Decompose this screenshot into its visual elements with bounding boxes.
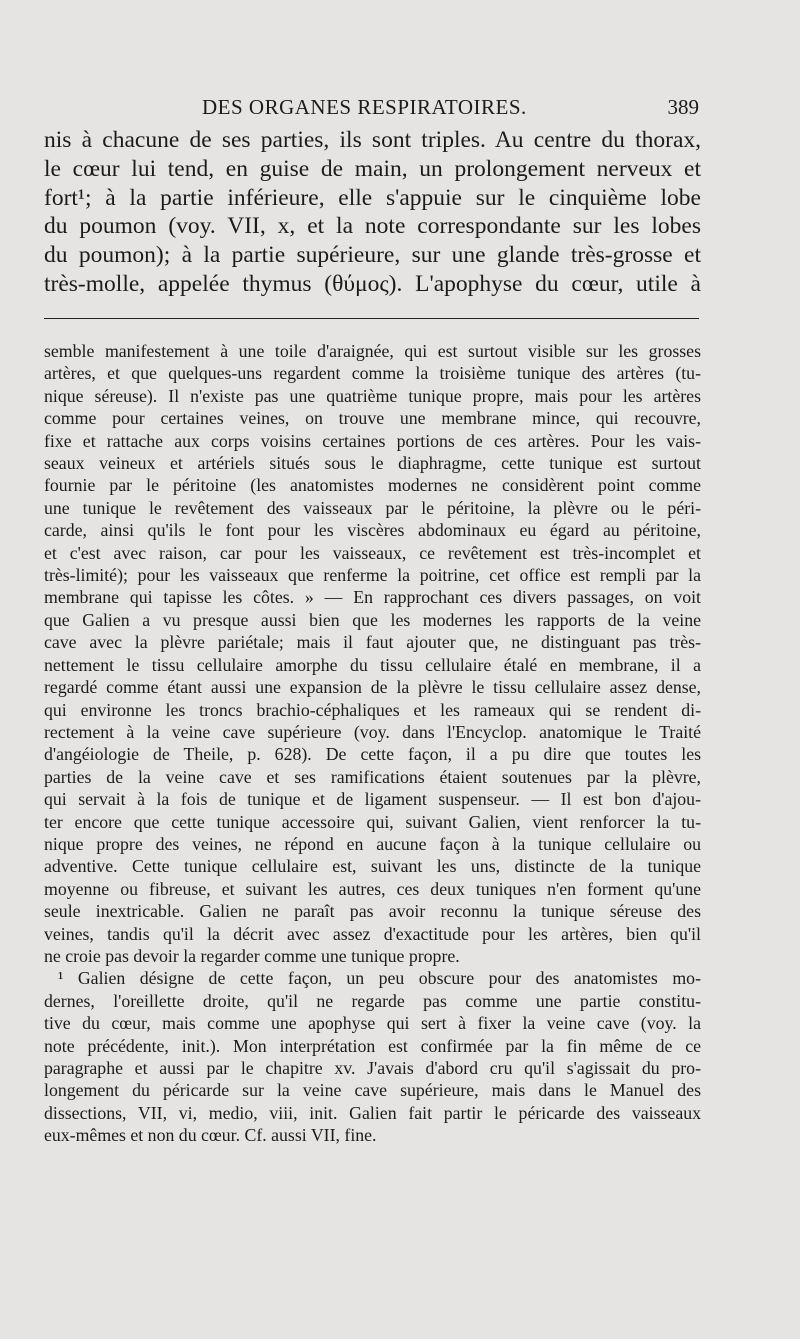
footnote-line: ne croie pas devoir la regarder comme une tunique propre. xyxy=(44,945,460,966)
footnote-line: carde, ainsi qu'ils le font pour les viscères abdominaux eu égard au péritoine, xyxy=(44,520,701,541)
footnote-line: regardé comme étant aussi une expansion de la plèvre le tissu cellulaire assez dense, xyxy=(44,677,701,698)
footnote-line: ¹ Galien désigne de cette façon, un peu obscure pour des anatomistes mo- xyxy=(58,968,701,989)
footnote-line: seule inextricable. Galien ne paraît pas avoir reconnu la tunique séreuse des xyxy=(44,901,701,922)
page-number: 389 xyxy=(667,95,699,119)
footnote-line: nettement le tissu cellulaire amorphe du tissu cellulaire étalé en membrane, il a xyxy=(44,654,701,675)
footnote-line: une tunique le revêtement des vaisseaux par le péritoine, la plèvre ou le péri- xyxy=(44,497,701,518)
footnote-line: tive du cœur, mais comme une apophyse qui sert à fixer la veine cave (voy. la xyxy=(44,1013,701,1034)
main-line: du poumon); à la partie supérieure, sur une glande très-grosse et xyxy=(44,242,701,269)
footnote-line: semble manifestement à une toile d'araignée, qui est surtout visible sur les grosses xyxy=(44,341,701,361)
footnote-line: dissections, VII, vi, medio, viii, init. Galien fait partir le péricarde des vaisseaux xyxy=(44,1102,701,1123)
footnote-line: artères, et que quelques-uns regardent comme la troisième tunique des artères (tu- xyxy=(44,363,701,384)
footnote-line: ter encore que cette tunique accessoire qui, suivant Galien, vient renforcer la tu- xyxy=(44,811,701,832)
footnote-line: adventive. Cette tunique cellulaire est, suivant les uns, distincte de la tunique xyxy=(44,856,701,877)
footnote-line: et c'est avec raison, car pour les vaisseaux, ce revêtement est très-incomplet et xyxy=(44,542,701,563)
footnote-line: note précédente, init.). Mon interprétation est confirmée par la fin même de ce xyxy=(44,1035,701,1056)
footnote-line: fournie par le péritoine (les anatomistes modernes ne considèrent point comme xyxy=(44,475,701,496)
footnote-line: nique séreuse). Il n'existe pas une quatrième tunique propre, mais pour les artères xyxy=(44,385,701,406)
footnote-line: parties de la veine cave et ses ramifications étaient soutenues par la plèvre, xyxy=(44,766,701,787)
footnote-line: rectement à la veine cave supérieure (voy. dans l'Encyclop. anatomique le Traité xyxy=(44,721,701,742)
footnote-line: que Galien a vu presque aussi bien que les modernes les rapports de la veine xyxy=(44,609,701,630)
main-text xyxy=(44,126,701,299)
footnote-line: longement du péricarde sur la veine cave supérieure, mais dans le Manuel des xyxy=(44,1080,701,1101)
main-line: le cœur lui tend, en guise de main, un prolongement nerveux et xyxy=(44,155,701,182)
footnote-line: qui servait à la fois de tunique et de ligament suspenseur. — Il est bon d'ajou- xyxy=(44,789,701,810)
main-line: très-molle, appelée thymus (θύμος). L'apophyse du cœur, utile à xyxy=(44,270,701,297)
footnote-line: d'angéiologie de Theile, p. 628). De cette façon, il a pu dire que toutes les xyxy=(44,744,701,765)
footnote-line: cave avec la plèvre pariétale; mais il faut ajouter que, ne distinguant pas très- xyxy=(44,632,701,653)
main-line: fort¹; à la partie inférieure, elle s'appuie sur le cinquième lobe xyxy=(44,184,701,211)
footnotes xyxy=(44,340,701,1147)
footnote-line: membrane qui tapisse les côtes. » — En rapprochant ces divers passages, on voit xyxy=(44,587,701,608)
running-head: DES ORGANES RESPIRATOIRES. xyxy=(202,95,527,119)
footnote-separator-rule xyxy=(44,318,699,319)
footnote-line: paragraphe et aussi par le chapitre xv. J'avais d'abord cru qu'il s'agissait du pro- xyxy=(44,1058,701,1078)
main-line: nis à chacune de ses parties, ils sont triples. Au centre du thorax, xyxy=(44,127,701,153)
footnote-line: comme pour certaines veines, on trouve une membrane mince, qui recouvre, xyxy=(44,408,701,429)
footnote-line: qui environne les troncs brachio-céphaliques et les rameaux qui se rendent di- xyxy=(44,699,701,720)
footnote-line: nique propre des veines, ne répond en aucune façon à la tunique cellulaire ou xyxy=(44,833,701,854)
footnote-line: moyenne ou fibreuse, et suivant les autres, ces deux tuniques n'en forment qu'une xyxy=(44,878,701,899)
footnote-line: veines, tandis qu'il la décrit avec assez d'exactitude pour les artères, bien qu'il xyxy=(44,923,701,944)
footnote-line: seaux veineux et artériels situés sous le diaphragme, cette tunique est surtout xyxy=(44,453,701,474)
footnote-line: fixe et rattache aux corps voisins certaines portions de ces artères. Pour les vais- xyxy=(44,430,701,451)
footnote-line: très-limité); pour les vaisseaux que renferme la poitrine, cet office est rempli par la xyxy=(44,565,701,586)
footnote-line: eux-mêmes et non du cœur. Cf. aussi VII, fine. xyxy=(44,1125,377,1146)
main-line: du poumon (voy. VII, x, et la note correspondante sur les lobes xyxy=(44,213,701,240)
footnote-line: dernes, l'oreillette droite, qu'il ne regarde pas comme une partie constitu- xyxy=(44,990,701,1011)
page-header xyxy=(44,95,701,125)
